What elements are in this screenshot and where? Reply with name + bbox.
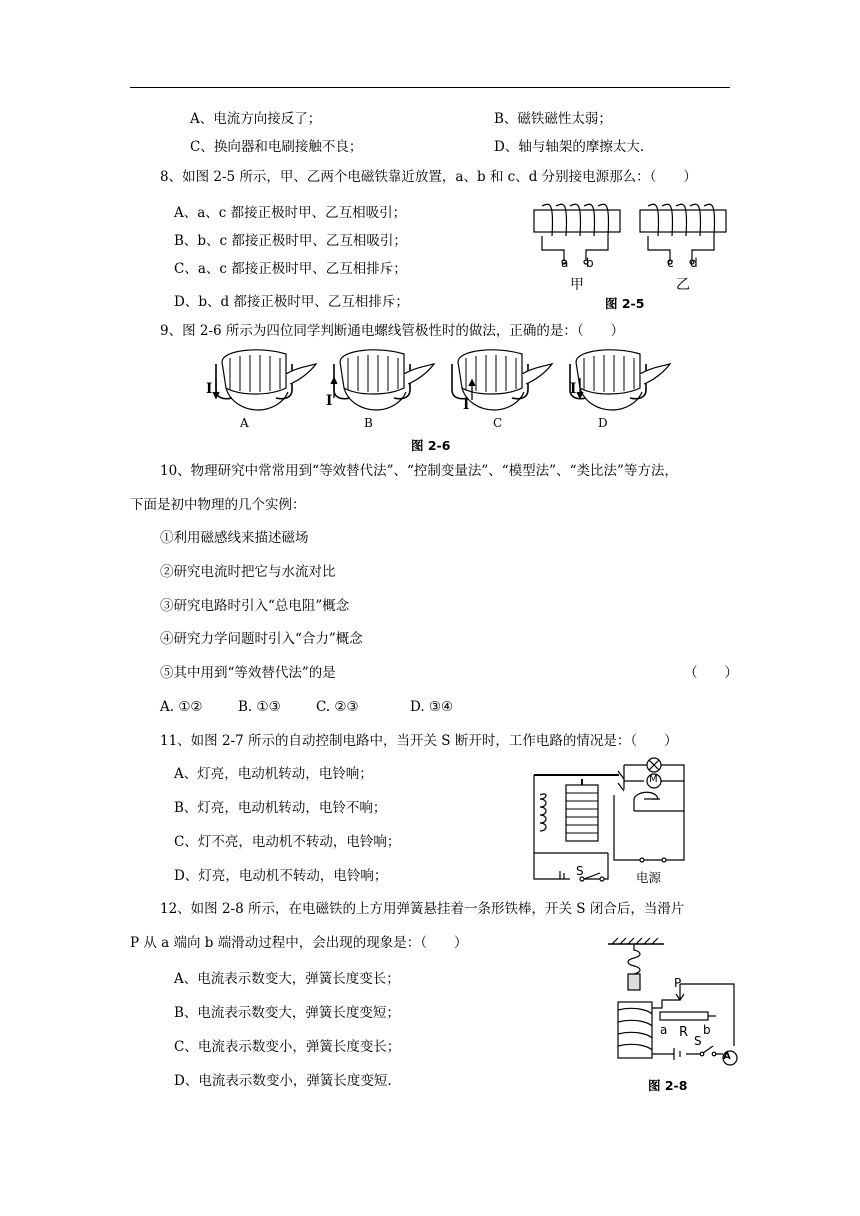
q10-option-b: B. ①③ <box>238 699 281 715</box>
q10-option-a: A. ①② <box>160 699 203 715</box>
panel-label-b: B <box>364 416 373 430</box>
q7-option-b: B、磁铁磁性太弱； <box>494 111 612 127</box>
figure-2-6-caption: 图 2-6 <box>411 438 451 453</box>
q8-option-a: A、a、c 都接正极时甲、乙互相吸引； <box>174 205 407 221</box>
q11-switch-label: S <box>576 864 584 878</box>
terminal-d-label: d <box>690 256 698 270</box>
q9-stem: 9、图 2-6 所示为四位同学判断通电螺线管极性时的做法，正确的是：（ ） <box>160 323 625 339</box>
resistor-end-b-label: b <box>703 1023 711 1037</box>
q8-option-c: C、a、c 都接正极时甲、乙互相排斥； <box>174 261 407 277</box>
q8-option-d: D、b、d 都接正极时甲、乙互相排斥； <box>174 294 409 310</box>
q12-option-a: A、电流表示数变大，弹簧长度变长； <box>174 971 400 987</box>
q10-item-1: ①利用磁感线来描述磁场 <box>160 530 309 546</box>
q10-stem-line2: 下面是初中物理的几个实例： <box>130 497 306 513</box>
q12-stem-line1: 12、如图 2-8 所示，在电磁铁的上方用弹簧悬挂着一条形铁棒，开关 S 闭合后，当滑片 <box>160 901 685 917</box>
resistor-r-label: R <box>679 1025 689 1040</box>
figure-2-7-relay-circuit <box>524 755 694 887</box>
figure-2-5-electromagnets <box>530 200 730 300</box>
header-rule <box>130 87 730 88</box>
current-label-b: I <box>326 393 333 409</box>
q11-option-c: C、灯不亮，电动机不转动，电铃响； <box>174 834 401 850</box>
q7-option-a: A、电流方向接反了； <box>190 111 322 127</box>
panel-label-d: D <box>598 416 608 430</box>
terminal-c-label: c <box>667 256 674 270</box>
label-yi: 乙 <box>676 277 690 293</box>
q12-switch-label: S <box>694 1034 702 1048</box>
q11-option-a: A、灯亮，电动机转动，电铃响； <box>174 766 373 782</box>
q11-option-d: D、灯亮，电动机不转动，电铃响； <box>174 868 388 884</box>
figure-2-5-caption: 图 2-5 <box>605 296 645 311</box>
label-jia: 甲 <box>570 277 584 293</box>
q10-item-2: ②研究电流时把它与水流对比 <box>160 564 336 580</box>
q8-option-b: B、b、c 都接正极时甲、乙互相吸引； <box>174 233 407 249</box>
current-label-a: I <box>206 381 213 397</box>
slider-p-label: P <box>674 976 682 990</box>
q7-option-c: C、换向器和电刷接触不良； <box>190 139 363 155</box>
q11-option-b: B、灯亮，电动机转动，电铃不响； <box>174 800 387 816</box>
current-label-c: I <box>463 397 470 413</box>
q10-option-c: C. ②③ <box>316 699 359 715</box>
q11-stem: 11、如图 2-7 所示的自动控制电路中，当开关 S 断开时，工作电路的情况是：（ ） <box>160 733 678 749</box>
motor-label: M <box>649 774 658 785</box>
q10-item-4: ④研究力学问题时引入“合力”概念 <box>160 631 363 647</box>
figure-2-8-caption: 图 2-8 <box>648 1078 688 1093</box>
q10-item-5: ⑤其中用到“等效替代法”的是 <box>160 665 336 681</box>
q12-option-b: B、电流表示数变大，弹簧长度变短； <box>174 1005 400 1021</box>
terminal-b-label: b <box>586 256 594 270</box>
resistor-end-a-label: a <box>660 1023 668 1037</box>
panel-label-a: A <box>240 416 249 430</box>
q7-option-d: D、轴与轴架的摩擦太大. <box>494 139 645 155</box>
terminal-a-label: a <box>561 256 569 270</box>
power-source-label: 电源 <box>636 870 662 885</box>
q8-stem: 8、如图 2-5 所示，甲、乙两个电磁铁靠近放置，a、b 和 c、d 分别接电源那么：（ ） <box>160 169 697 185</box>
q10-item-3: ③研究电路时引入“总电阻”概念 <box>160 598 350 614</box>
current-label-d: I <box>570 381 577 397</box>
q10-stem-line1: 10、物理研究中常常用到“等效替代法”、“控制变量法”、“模型法”、“类比法”等方法， <box>160 463 678 479</box>
q10-option-d: D. ③④ <box>410 699 454 715</box>
q12-stem-line2: P 从 a 端向 b 端滑动过程中，会出现的现象是：（ ） <box>130 935 468 951</box>
panel-label-c: C <box>493 416 503 430</box>
q10-answer-blank: （ ） <box>684 665 738 681</box>
q12-option-d: D、电流表示数变小，弹簧长度变短. <box>174 1073 392 1089</box>
q12-option-c: C、电流表示数变小，弹簧长度变长； <box>174 1039 401 1055</box>
ammeter-label: A <box>723 1051 731 1062</box>
